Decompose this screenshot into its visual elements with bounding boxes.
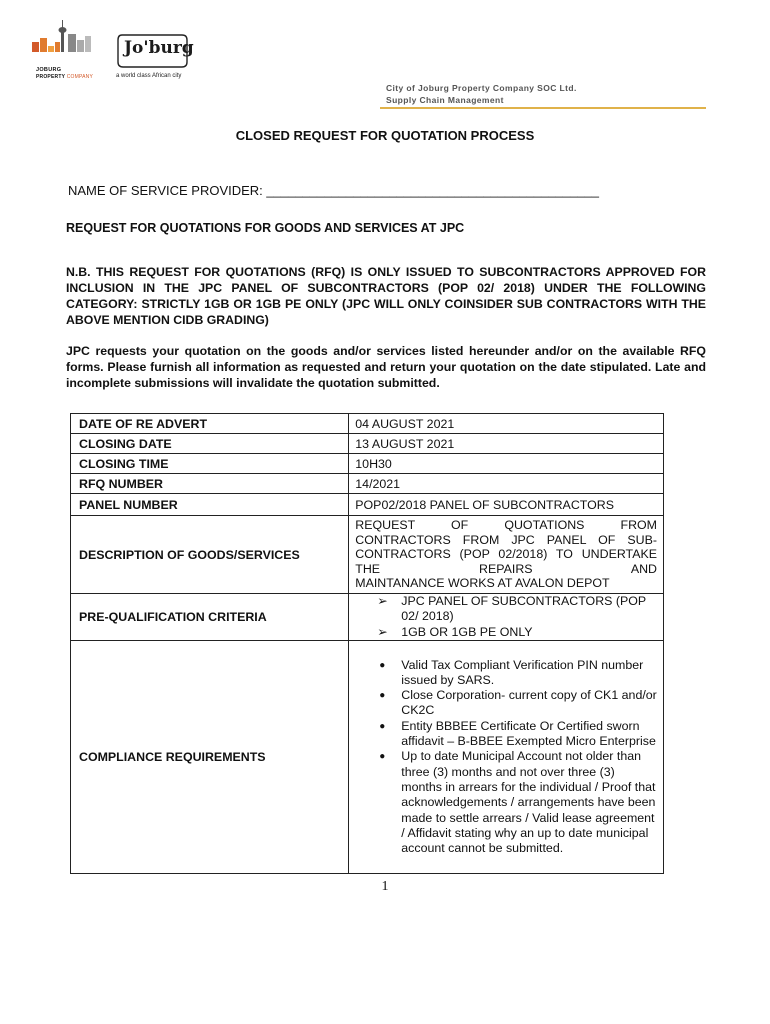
list-item-text: 1GB OR 1GB PE ONLY xyxy=(401,624,533,639)
table-row xyxy=(71,434,664,454)
joburg-logo-word: Jo'burg xyxy=(124,38,194,58)
description-text-main: REQUEST OF QUOTATIONS FROM CONTRACTORS FROM JPC PANEL OF SUB-CONTRACTORS (POP 02/2018) TO UNDERTAKE THE REPAIRS AND xyxy=(355,518,657,576)
closing-date-value: 13 AUGUST 2021 xyxy=(349,434,664,454)
table-row xyxy=(71,414,664,434)
panel-number-value: POP02/2018 PANEL OF SUBCONTRACTORS xyxy=(349,494,664,516)
round-bullet-icon: ● xyxy=(379,659,386,671)
page-number: 1 xyxy=(381,879,389,894)
list-item xyxy=(355,719,657,750)
rfq-number-label: RFQ NUMBER xyxy=(71,474,349,494)
list-item-text: JPC PANEL OF SUBCONTRACTORS (POP 02/ 2018) xyxy=(401,594,646,624)
closing-date-label: CLOSING DATE xyxy=(71,434,349,454)
compliance-value xyxy=(349,641,664,874)
table-row xyxy=(71,641,664,874)
list-item xyxy=(355,658,657,689)
list-item-text: Up to date Municipal Account not older than three (3) months and not over three (3) months in arrears for the individual / Proof that acknowledgements / arrangements have been made to settle arrears / Valid lease agreement / Affidavit stating why an up to date municipal account cannot be submitted. xyxy=(401,749,656,856)
rfq-details-table xyxy=(70,413,664,874)
jpc-logo-line2: PROPERTY COMPANY xyxy=(36,74,94,80)
table-row xyxy=(71,594,664,641)
rfq-heading: REQUEST FOR QUOTATIONS FOR GOODS AND SERVICES AT JPC xyxy=(66,221,465,235)
closing-time-label: CLOSING TIME xyxy=(71,454,349,474)
description-text xyxy=(355,518,657,591)
list-item xyxy=(355,594,657,625)
list-item xyxy=(355,688,657,719)
skyline-icon xyxy=(28,20,100,66)
re-advert-label: DATE OF RE ADVERT xyxy=(71,414,349,434)
prequalification-list xyxy=(355,594,657,640)
joburg-tagline: a world class African city xyxy=(116,73,182,79)
joburg-logo xyxy=(116,32,196,82)
compliance-label: COMPLIANCE REQUIREMENTS xyxy=(71,641,349,874)
header-divider xyxy=(380,107,706,109)
list-item-text: Close Corporation- current copy of CK1 and/or CK2C xyxy=(401,688,657,718)
compliance-list xyxy=(355,658,657,857)
closing-time-value: 10H30 xyxy=(349,454,664,474)
company-name: City of Joburg Property Company SOC Ltd. xyxy=(386,83,577,93)
round-bullet-icon: ● xyxy=(379,751,386,763)
table-row xyxy=(71,516,664,594)
description-value xyxy=(349,516,664,594)
jpc-logo xyxy=(28,20,100,80)
description-label: DESCRIPTION OF GOODS/SERVICES xyxy=(71,516,349,594)
re-advert-value: 04 AUGUST 2021 xyxy=(349,414,664,434)
company-block xyxy=(386,82,577,106)
service-provider-field: NAME OF SERVICE PROVIDER: ______________________________________________ xyxy=(68,183,599,198)
table-row xyxy=(71,454,664,474)
rfq-number-value: 14/2021 xyxy=(349,474,664,494)
list-item xyxy=(355,625,657,640)
prequalification-value xyxy=(349,594,664,641)
description-text-last: MAINTANANCE WORKS AT AVALON DEPOT xyxy=(355,576,610,591)
intro-paragraph: JPC requests your quotation on the goods and/or services listed hereunder and/or on the available RFQ forms. Please furnish all information as requested and return your quotation on the date stipulated. Late and incomplete submissions will invalidate the quotation submitted. xyxy=(66,344,706,390)
list-item-text: Entity BBBEE Certificate Or Certified sworn affidavit – B-BBEE Exempted Micro Enterprise xyxy=(401,718,656,749)
round-bullet-icon: ● xyxy=(379,720,386,732)
panel-number-label: PANEL NUMBER xyxy=(71,494,349,516)
arrowhead-bullet-icon: ➢ xyxy=(377,594,388,609)
table-row xyxy=(71,474,664,494)
arrowhead-bullet-icon: ➢ xyxy=(377,624,388,639)
list-item xyxy=(355,749,657,856)
list-item-text: Valid Tax Compliant Verification PIN number issued by SARS. xyxy=(401,657,644,687)
document-title: CLOSED REQUEST FOR QUOTATION PROCESS xyxy=(235,128,535,143)
nb-paragraph: N.B. THIS REQUEST FOR QUOTATIONS (RFQ) IS ONLY ISSUED TO SUBCONTRACTORS APPROVED FOR INCLUSION IN THE JPC PANEL OF SUBCONTRACTORS (POP 02/ 2018) UNDER THE FOLLOWING CATEGORY: STRICTLY 1GB OR 1GB PE ONLY (JPC WILL ONLY COINSIDER SUB CONTRACTORS WITH THE ABOVE MENTION CIDB GRADING) xyxy=(66,265,706,327)
table-row xyxy=(71,494,664,516)
prequalification-label: PRE-QUALIFICATION CRITERIA xyxy=(71,594,349,641)
round-bullet-icon: ● xyxy=(379,690,386,702)
department-name: Supply Chain Management xyxy=(386,95,504,105)
jpc-logo-line1: JOBURG xyxy=(36,67,62,73)
